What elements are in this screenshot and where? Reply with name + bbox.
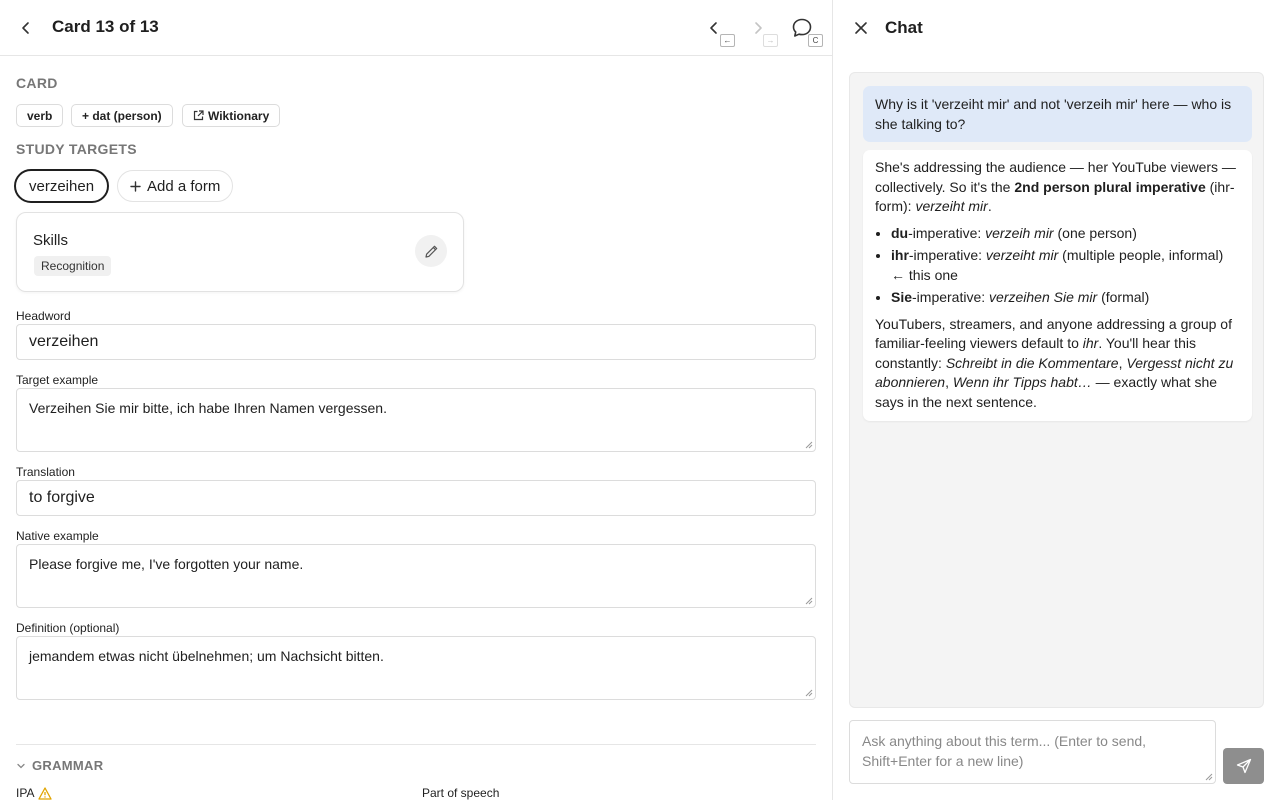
chat-input[interactable] xyxy=(849,720,1216,784)
chevron-left-icon xyxy=(707,21,721,35)
list-item: • ihr-imperative: verzeiht mir (multiple people, informal) ← this one xyxy=(891,246,1240,285)
warning-icon xyxy=(38,787,52,800)
chevron-right-icon xyxy=(751,21,765,35)
edit-skills-button[interactable] xyxy=(415,235,447,267)
close-icon xyxy=(854,21,868,35)
list-item: • Sie-imperative: verzeihen Sie mir (formal) xyxy=(891,288,1240,308)
plus-icon xyxy=(130,181,141,192)
resize-handle-icon[interactable] xyxy=(805,689,813,697)
user-message: Why is it 'verzeiht mir' and not 'verzeih mir' here — who is she talking to? xyxy=(863,86,1252,142)
chat-shortcut-hint: C xyxy=(808,34,823,47)
add-form-label: Add a form xyxy=(147,177,221,195)
native-example-label: Native example xyxy=(16,529,99,543)
case-chip xyxy=(71,104,173,127)
next-shortcut-hint: → xyxy=(763,34,778,47)
ipa-label xyxy=(16,786,52,800)
ipa-label-text: IPA xyxy=(16,786,35,800)
chevron-down-icon xyxy=(16,761,26,771)
close-chat-button[interactable] xyxy=(849,16,873,40)
chip-label: Wiktionary xyxy=(208,108,270,123)
part-of-speech-label: Part of speech xyxy=(422,786,500,800)
translation-label: Translation xyxy=(16,465,75,479)
grammar-section-label: GRAMMAR xyxy=(32,758,104,773)
assistant-paragraph: She's addressing the audience — her YouTube viewers — collectively. So it's the 2nd person plural imperative (ihr-form): verzeiht mir. xyxy=(875,159,1236,214)
imperative-list xyxy=(875,224,1240,308)
send-button[interactable] xyxy=(1223,748,1264,784)
chip-label: verb xyxy=(27,108,53,123)
definition-value: jemandem etwas nicht übelnehmen; um Nachsicht bitten. xyxy=(29,648,384,664)
page-title: Card 13 of 13 xyxy=(52,17,159,36)
skill-tag: Recognition xyxy=(34,256,111,276)
send-icon xyxy=(1236,758,1252,774)
definition-label: Definition (optional) xyxy=(16,621,120,635)
external-link-icon xyxy=(193,110,204,121)
assistant-message xyxy=(863,150,1252,421)
headword-input[interactable] xyxy=(16,324,816,360)
native-example-value: Please forgive me, I've forgotten your name. xyxy=(29,556,304,572)
chat-messages xyxy=(849,72,1264,708)
target-example-textarea[interactable] xyxy=(16,388,816,452)
back-button[interactable] xyxy=(14,16,38,40)
assistant-paragraph: YouTubers, streamers, and anyone addressing a group of familiar-feeling viewers default to ihr. You'll hear this constantly: Schreibt in die Kommentare, Vergesst nicht zu abonnieren, Wenn ihr Tipps habt… — exactly what she says in the next sentence. xyxy=(875,315,1234,410)
section-divider xyxy=(16,744,816,745)
chip-label: + dat (person) xyxy=(82,108,162,123)
pencil-icon xyxy=(424,244,439,259)
list-item: • du-imperative: verzeih mir (one person) xyxy=(891,224,1240,244)
target-example-value: Verzeihen Sie mir bitte, ich habe Ihren Namen vergessen. xyxy=(29,400,387,416)
study-target-pill[interactable] xyxy=(14,169,109,203)
native-example-textarea[interactable] xyxy=(16,544,816,608)
target-example-label: Target example xyxy=(16,373,99,387)
translation-value: to forgive xyxy=(29,489,95,506)
chat-title: Chat xyxy=(885,18,923,37)
resize-handle-icon[interactable] xyxy=(1205,773,1213,781)
translation-input[interactable] xyxy=(16,480,816,516)
chat-input-placeholder: Ask anything about this term... (Enter to send, Shift+Enter for a new line) xyxy=(862,733,1147,769)
chat-pane xyxy=(833,0,1280,800)
definition-textarea[interactable] xyxy=(16,636,816,700)
chevron-left-icon xyxy=(19,21,33,35)
resize-handle-icon[interactable] xyxy=(805,441,813,449)
headword-value: verzeihen xyxy=(29,333,99,350)
skills-card xyxy=(16,212,464,292)
grammar-section-toggle[interactable] xyxy=(16,758,103,773)
add-form-button[interactable] xyxy=(117,170,233,202)
resize-handle-icon[interactable] xyxy=(805,597,813,605)
skills-title: Skills xyxy=(33,232,69,249)
card-header xyxy=(0,0,832,56)
wiktionary-link[interactable] xyxy=(182,104,280,127)
study-target-label: verzeihen xyxy=(29,177,95,195)
headword-label: Headword xyxy=(16,309,71,323)
study-targets-label: STUDY TARGETS xyxy=(16,141,137,157)
part-of-speech-chip xyxy=(16,104,63,127)
prev-shortcut-hint: ← xyxy=(720,34,735,47)
card-section-label: CARD xyxy=(16,75,58,91)
